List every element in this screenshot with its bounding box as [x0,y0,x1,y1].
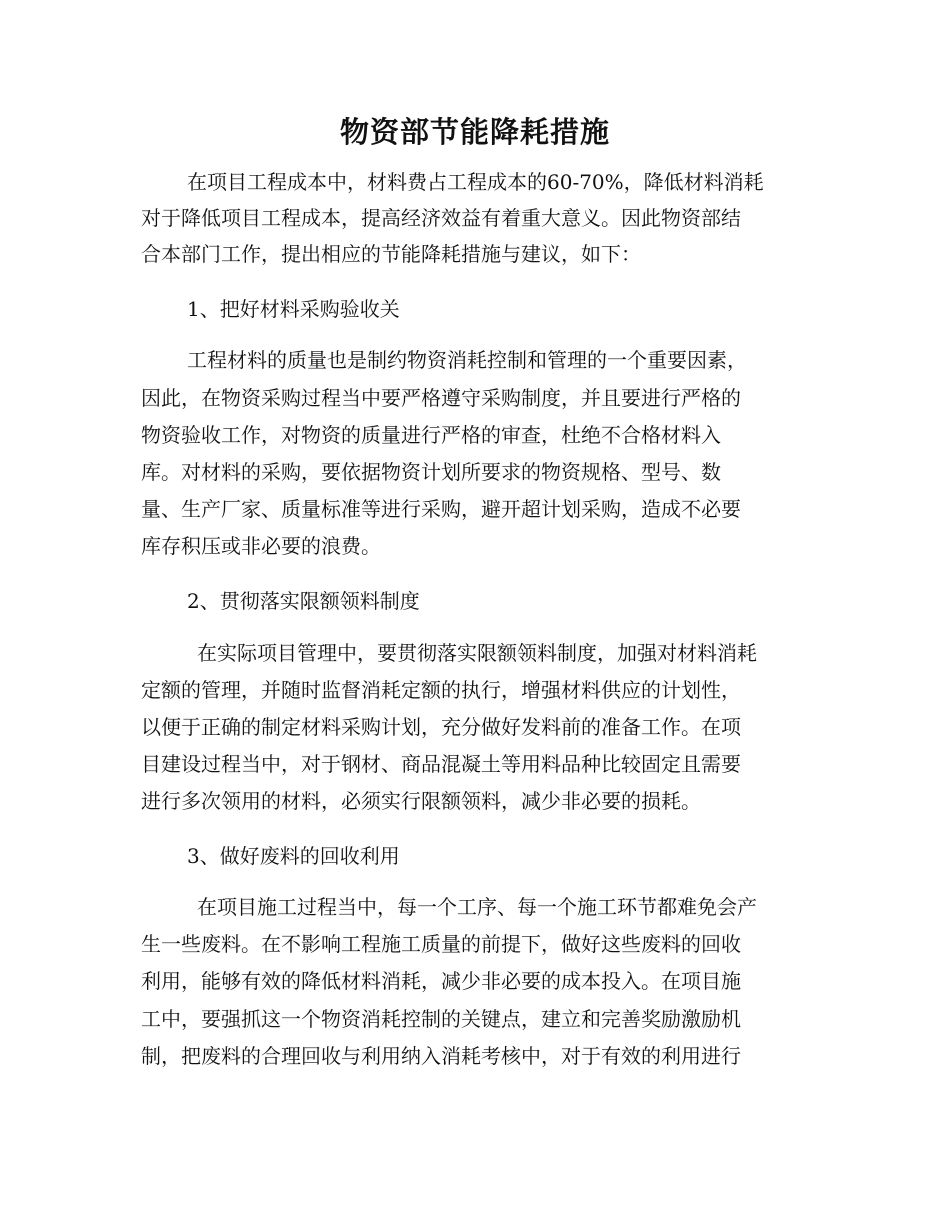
text-line: 库存积压或非必要的浪费。 [141,534,381,558]
text-line: 在项目工程成本中，材料费占工程成本的60-70%，降低材料消耗 [187,170,764,194]
text-line: 合本部门工作，提出相应的节能降耗措施与建议，如下： [141,242,641,266]
text-line: 生一些废料。在不影响工程施工质量的前提下，做好这些废料的回收 [141,932,741,956]
text-line: 制，把废料的合理回收与利用纳入消耗考核中，对于有效的利用进行 [141,1044,741,1068]
text-line: 库。对材料的采购，要依据物资计划所要求的物资规格、型号、数 [141,460,721,484]
text-line: 进行多次领用的材料，必须实行限额领料，减少非必要的损耗。 [141,789,701,813]
text-line: 利用，能够有效的降低材料消耗，减少非必要的成本投入。在项目施 [141,969,741,993]
section-heading: 1、把好材料采购验收关 [187,297,400,321]
text-line: 在实际项目管理中，要贯彻落实限额领料制度，加强对材料消耗 [197,641,757,665]
text-line: 工中，要强抓这一个物资消耗控制的关键点，建立和完善奖励激励机 [141,1007,741,1031]
text-line: 目建设过程当中，对于钢材、商品混凝土等用料品种比较固定且需要 [141,752,741,776]
text-line: 对于降低项目工程成本，提高经济效益有着重大意义。因此物资部结 [141,206,741,230]
text-line: 工程材料的质量也是制约物资消耗控制和管理的一个重要因素， [187,348,747,372]
text-line: 物资验收工作，对物资的质量进行严格的审查，杜绝不合格材料入 [141,423,721,447]
text-line: 量、生产厂家、质量标准等进行采购，避开超计划采购，造成不必要 [141,497,741,521]
text-line: 以便于正确的制定材料采购计划，充分做好发料前的准备工作。在项 [141,715,741,739]
text-line: 因此，在物资采购过程当中要严格遵守采购制度，并且要进行严格的 [141,386,741,410]
document-title: 物资部节能降耗措施 [339,115,610,149]
text-line: 在项目施工过程当中，每一个工序、每一个施工环节都难免会产 [197,895,757,919]
section-heading: 3、做好废料的回收利用 [187,844,400,868]
section-heading: 2、贯彻落实限额领料制度 [187,589,420,613]
text-line: 定额的管理，并随时监督消耗定额的执行，增强材料供应的计划性， [141,678,741,702]
